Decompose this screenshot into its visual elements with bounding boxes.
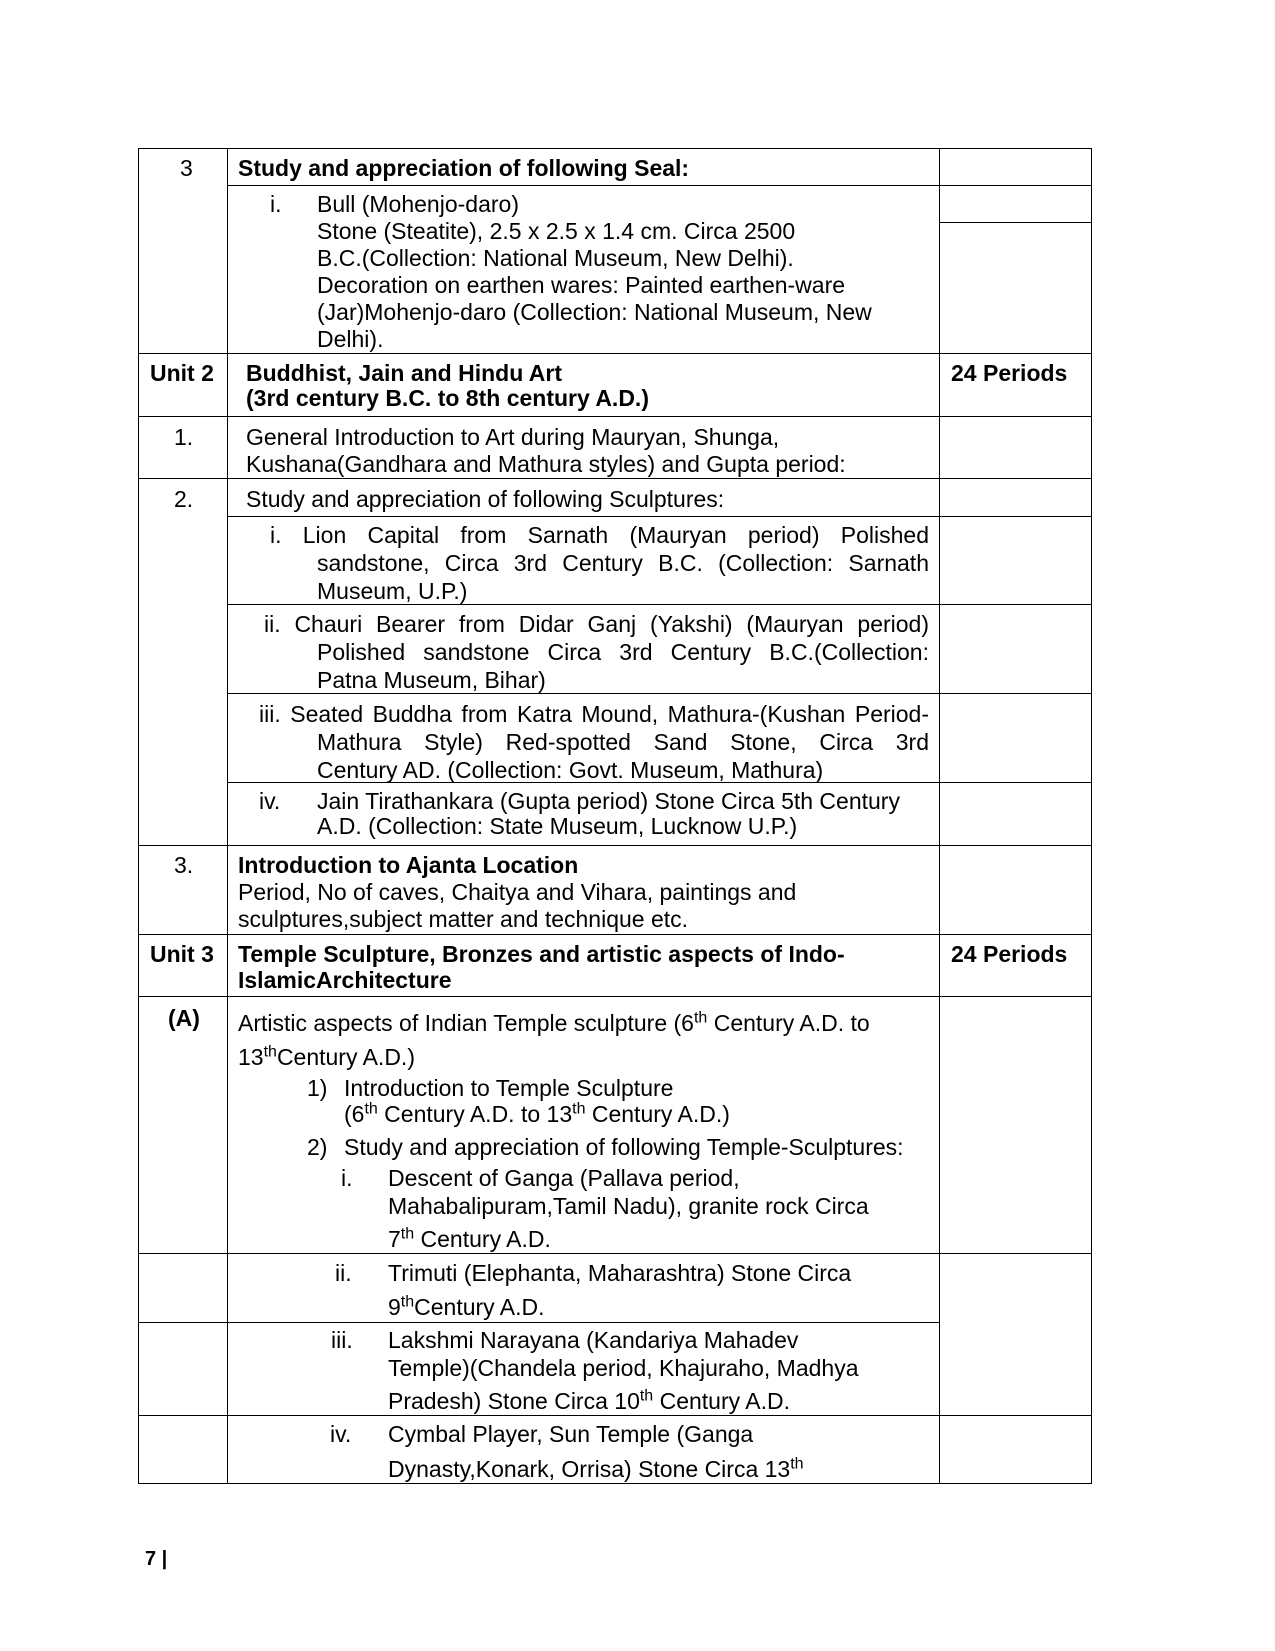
row-number: 3. — [174, 852, 194, 878]
row-border — [138, 996, 1092, 997]
seal-line: Delhi). — [317, 326, 384, 352]
page-number: 7 | — [145, 1548, 168, 1570]
row-text: sculptures,subject matter and technique etc. — [238, 906, 689, 932]
row-text: Period, No of caves, Chaitya and Vihara, paintings and — [238, 879, 797, 905]
item-number: iv. — [259, 788, 281, 814]
row-border — [138, 934, 1092, 935]
unit-label: Unit 2 — [150, 360, 214, 386]
subrow-border — [227, 516, 1092, 517]
subrow-border — [227, 185, 1092, 186]
sculpture-line: Jain Tirathankara (Gupta period) Stone Circa 5th Century — [317, 788, 900, 814]
sculpture-line: Century AD. (Collection: Govt. Museum, Mathura) — [317, 757, 824, 783]
section-label: (A) — [168, 1005, 200, 1031]
row-border — [138, 148, 1092, 149]
row-heading: Study and appreciation of following Seal: — [238, 155, 690, 181]
row-number: 3 — [180, 155, 193, 181]
seal-line: Decoration on earthen wares: Painted earthen-ware — [317, 272, 846, 298]
subrow-border — [939, 222, 1092, 223]
row-heading: Introduction to Ajanta Location — [238, 852, 579, 878]
row-border — [138, 845, 1092, 846]
unit-title: Buddhist, Jain and Hindu Art — [246, 360, 563, 386]
item-number: ii. — [335, 1260, 352, 1286]
sculpture-line: Patna Museum, Bihar) — [317, 667, 546, 693]
seal-line: Bull (Mohenjo-daro) — [317, 191, 519, 217]
row-text: Study and appreciation of following Sculptures: — [246, 486, 725, 512]
item-number: i. — [270, 191, 282, 217]
section-intro: 13thCentury A.D.) — [238, 1043, 415, 1070]
sculpture-item — [264, 610, 929, 694]
item-number: iii. — [331, 1327, 353, 1353]
sculpture-line: ii. Chauri Bearer from Didar Ganj (Yakshi) (Mauryan period) — [264, 611, 929, 637]
row-border — [138, 478, 1092, 479]
sculpture-line: Museum, U.P.) — [317, 578, 468, 604]
list-item: Introduction to Temple Sculpture — [344, 1075, 674, 1101]
seal-line: (Jar)Mohenjo-daro (Collection: National Museum, New — [317, 299, 872, 325]
temple-line: 7th Century A.D. — [388, 1225, 551, 1252]
sculpture-line: Polished sandstone Circa 3rd Century B.C.(Collection: — [317, 639, 929, 665]
temple-line: Mahabalipuram,Tamil Nadu), granite rock Circa — [388, 1193, 869, 1219]
item-number: i. — [341, 1165, 353, 1191]
seal-line: B.C.(Collection: National Museum, New Delhi). — [317, 245, 794, 271]
row-number: 2. — [174, 486, 194, 512]
item-number: 2) — [307, 1134, 328, 1160]
sculpture-line: Mathura Style) Red-spotted Sand Stone, Circa 3rd — [317, 729, 929, 755]
sculpture-line: i. Lion Capital from Sarnath (Mauryan period) Polished — [270, 522, 929, 548]
temple-line: 9thCentury A.D. — [388, 1293, 545, 1320]
table-divider-periods — [939, 148, 940, 1484]
list-item: (6th Century A.D. to 13th Century A.D.) — [344, 1100, 730, 1127]
unit-subtitle: (3rd century B.C. to 8th century A.D.) — [246, 385, 649, 411]
temple-line: Trimuti (Elephanta, Maharashtra) Stone Circa — [388, 1260, 852, 1286]
temple-line: Dynasty,Konark, Orrisa) Stone Circa 13th — [388, 1455, 804, 1482]
temple-line: Lakshmi Narayana (Kandariya Mahadev — [388, 1327, 799, 1353]
list-item: Study and appreciation of following Temple-Sculptures: — [344, 1134, 904, 1160]
table-border-right — [1091, 148, 1092, 1484]
unit-subtitle: IslamicArchitecture — [238, 967, 452, 993]
temple-line: Temple)(Chandela period, Khajuraho, Madhya — [388, 1355, 859, 1381]
row-border — [138, 1253, 1092, 1254]
sculpture-line: iii. Seated Buddha from Katra Mound, Mathura-(Kushan Period- — [259, 701, 929, 727]
row-number: 1. — [174, 424, 194, 450]
unit-periods: 24 Periods — [951, 941, 1068, 967]
unit-title: Temple Sculpture, Bronzes and artistic aspects of Indo- — [238, 941, 845, 967]
row-border — [138, 1415, 1092, 1416]
unit-label: Unit 3 — [150, 941, 214, 967]
seal-line: Stone (Steatite), 2.5 x 2.5 x 1.4 cm. Circa 2500 — [317, 218, 796, 244]
sculpture-item — [259, 700, 929, 784]
sculpture-line: sandstone, Circa 3rd Century B.C. (Collection: Sarnath — [317, 550, 929, 576]
sculpture-line: A.D. (Collection: State Museum, Lucknow U.P.) — [317, 813, 798, 839]
row-text: Kushana(Gandhara and Mathura styles) and Gupta period: — [246, 451, 846, 477]
temple-line: Descent of Ganga (Pallava period, — [388, 1165, 740, 1191]
table-divider-num — [227, 148, 228, 1484]
table-border-left — [138, 148, 139, 1484]
section-intro: Artistic aspects of Indian Temple sculpture (6th Century A.D. to — [238, 1009, 870, 1036]
item-number: 1) — [307, 1075, 328, 1101]
row-border — [138, 416, 1092, 417]
row-text: General Introduction to Art during Mauryan, Shunga, — [246, 424, 780, 450]
temple-line: Pradesh) Stone Circa 10th Century A.D. — [388, 1387, 790, 1414]
unit-periods: 24 Periods — [951, 360, 1068, 386]
temple-line: Cymbal Player, Sun Temple (Ganga — [388, 1421, 754, 1447]
subrow-border — [138, 1322, 940, 1323]
row-border — [138, 353, 1092, 354]
item-number: iv. — [330, 1421, 352, 1447]
sculpture-item — [270, 521, 929, 605]
row-border — [138, 1483, 1092, 1484]
